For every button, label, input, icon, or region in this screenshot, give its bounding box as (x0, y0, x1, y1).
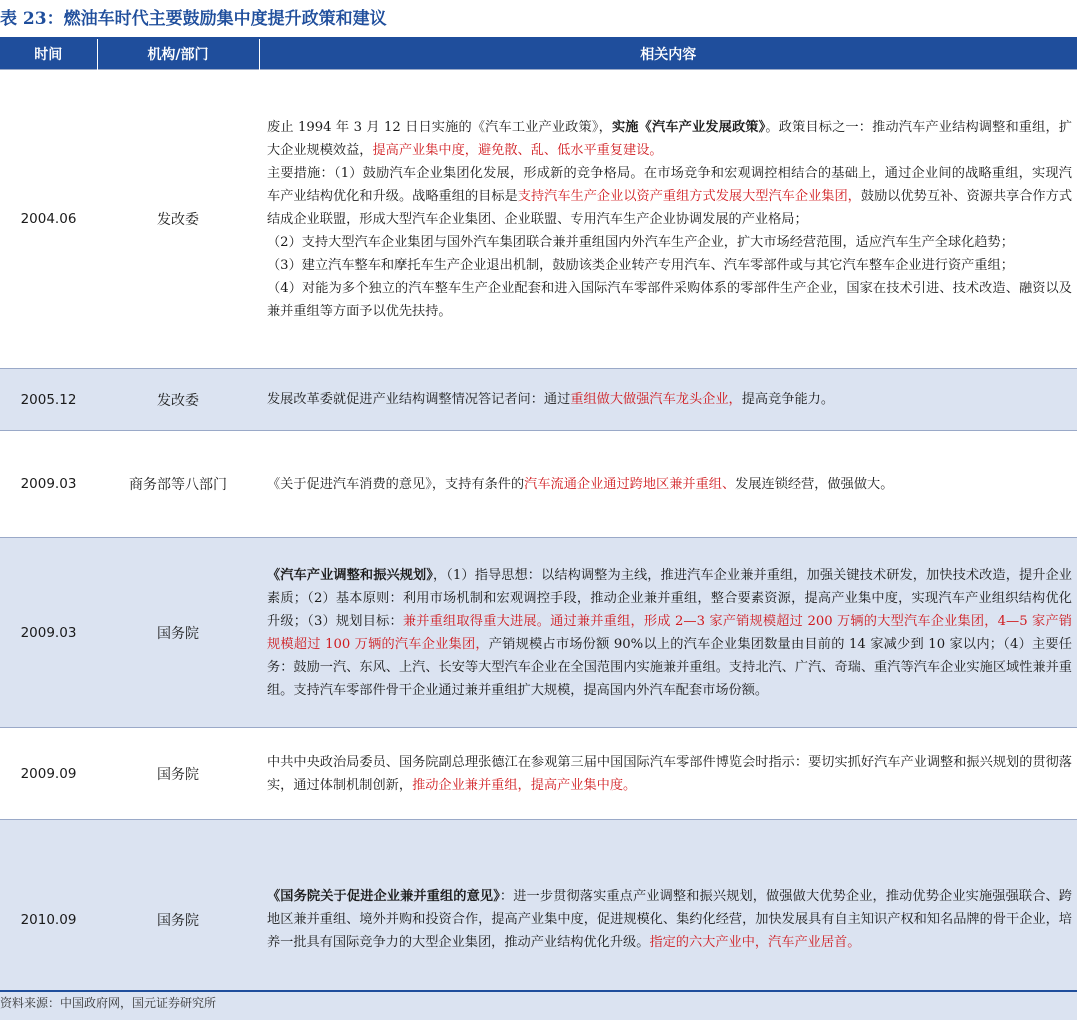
cell-date: 2009.03 (0, 431, 97, 538)
cell-org: 发改委 (97, 70, 259, 369)
cell-content (259, 70, 1077, 369)
bottom-rule (0, 990, 1077, 992)
text-run: ，（1）指导思想：以结构调整为主线，推进汽车企业兼并重组，加强关键技术研发，加快技术改造，提升企业素质；（2）基本原则：利用市场机制和宏观调控手段，推动企业兼并重组，整合要素资源，提高产业集中度，实现汽车产业组织结构优化升级；（3）规划目标： (267, 567, 1072, 629)
cell-org: 发改委 (97, 369, 259, 431)
cell-org: 国务院 (97, 820, 259, 1020)
header-content: 相关内容 (259, 39, 1077, 70)
text-run: 鼓励以优势互补、资源共享合作方式结成企业联盟，形成大型汽车企业集团、企业联盟、专用汽车生产企业协调发展的产业格局； (267, 188, 1073, 227)
cell-org: 商务部等八部门 (97, 431, 259, 538)
cell-content (259, 431, 1077, 538)
cell-date: 2005.12 (0, 369, 97, 431)
text-run: 。政策目标之一：推动汽车产业结构调整和重组，扩大企业规模效益， (267, 119, 1072, 158)
text-run: （4）对能为多个独立的汽车整车生产企业配套和进入国际汽车零部件采购体系的零部件生产企业，国家在技术引进、技术改造、融资以及兼并重组等方面予以优先扶持。 (267, 280, 1072, 319)
text-run-bold: 实施《汽车产业发展政策》 (611, 119, 766, 135)
text-run: 提高竞争能力。 (741, 392, 835, 407)
text-run: 产销规模占市场份额 90%以上的汽车企业集团数量由目前的 14 家减少到 10 家以内；（4）主要任务：鼓励一汽、东风、上汽、长安等大型汽车企业在全国范围内实施兼并重组。支持北汽、广汽、奇瑞、重汽等汽车企业实施区域性兼并重组。支持汽车零部件骨干企业通过兼并重组扩大规模，提高国内外汽车配套市场份额。 (267, 636, 1072, 698)
table-row (0, 431, 1077, 538)
text-run: 《关于促进汽车消费的意见》，支持有条件的 (267, 476, 525, 492)
text-run-highlight: 兼并重组取得重大进展。通过兼并重组，形成 2—3 家产销规模超过 200 万辆的大型汽车企业集团，4—5 家产销规模超过 100 万辆的汽车企业集团， (267, 613, 1072, 652)
text-run-highlight: 重组做大做强汽车龙头企业， (570, 392, 742, 407)
text-run-bold: 《国务院关于促进企业兼并重组的意见》 (267, 889, 500, 905)
cell-content (259, 369, 1077, 431)
text-run: ：进一步贯彻落实重点产业调整和振兴规划，做强做大优势企业，推动优势企业实施强强联合、跨地区兼并重组、境外并购和投资合作，提高产业集中度，促进规模化、集约化经营，加快发展具有自主知识产权和知名品牌的骨干企业，培养一批具有国际竞争力的大型企业集团，推动产业结构优化升级。 (267, 889, 1072, 951)
cell-content (259, 538, 1077, 728)
cell-date: 2009.03 (0, 538, 97, 728)
table-row (0, 70, 1077, 369)
text-run-bold: 《汽车产业调整和振兴规划》 (267, 567, 433, 583)
text-run-highlight: 支持汽车生产企业以资产重组方式发展大型汽车企业集团， (517, 188, 861, 204)
table-row (0, 538, 1077, 728)
cell-date: 2010.09 (0, 820, 97, 1020)
cell-date: 2004.06 (0, 70, 97, 369)
table-title: 表 23：燃油车时代主要鼓励集中度提升政策和建议 (0, 9, 387, 29)
text-run-highlight: 汽车流通企业通过跨地区兼并重组、 (524, 476, 736, 492)
content-paragraph (267, 277, 1072, 323)
header-time: 时间 (0, 39, 97, 70)
content-paragraph (267, 116, 1072, 162)
text-run-highlight: 提高产业集中度，避免散、乱、低水平重复建设。 (372, 142, 663, 158)
table-row (0, 369, 1077, 431)
content-paragraph (267, 162, 1072, 231)
source-note: 资料来源：中国政府网，国元证券研究所 (0, 996, 217, 1010)
text-run: 废止 1994 年 3 月 12 日日实施的《汽车工业产业政策》， (267, 119, 612, 135)
content-paragraph (267, 254, 1072, 277)
cell-org: 国务院 (97, 538, 259, 728)
table-row (0, 728, 1077, 820)
text-run-highlight: 指定的六大产业中，汽车产业居首。 (649, 935, 861, 951)
text-run: 发展改革委就促进产业结构调整情况答记者问：通过 (267, 392, 571, 407)
cell-content (259, 728, 1077, 820)
content-paragraph (267, 231, 1072, 254)
text-run: 主要措施：（1）鼓励汽车企业集团化发展，形成新的竞争格局。在市场竞争和宏观调控相结合的基础上，通过企业间的战略重组，实现汽车产业结构优化和升级。战略重组的目标是 (267, 165, 1072, 204)
text-run: 发展连锁经营，做强做大。 (735, 476, 894, 492)
text-run: 中共中央政治局委员、国务院副总理张德江在参观第三届中国国际汽车零部件博览会时指示：要切实抓好汽车产业调整和振兴规划的贯彻落实，通过体制机制创新， (267, 754, 1072, 793)
text-run: （2）支持大型汽车企业集团与国外汽车集团联合兼并重组国内外汽车生产企业，扩大市场经营范围，适应汽车生产全球化趋势； (267, 234, 1014, 250)
table-header-row (0, 39, 1077, 70)
text-run: （3）建立汽车整车和摩托车生产企业退出机制，鼓励该类企业转产专用汽车、汽车零部件或与其它汽车整车企业进行资产重组； (267, 257, 1014, 273)
header-org: 机构/部门 (97, 39, 259, 70)
cell-date: 2009.09 (0, 728, 97, 820)
cell-org: 国务院 (97, 728, 259, 820)
policy-table (0, 39, 1077, 1020)
text-run-highlight: 推动企业兼并重组，提高产业集中度。 (412, 777, 637, 793)
